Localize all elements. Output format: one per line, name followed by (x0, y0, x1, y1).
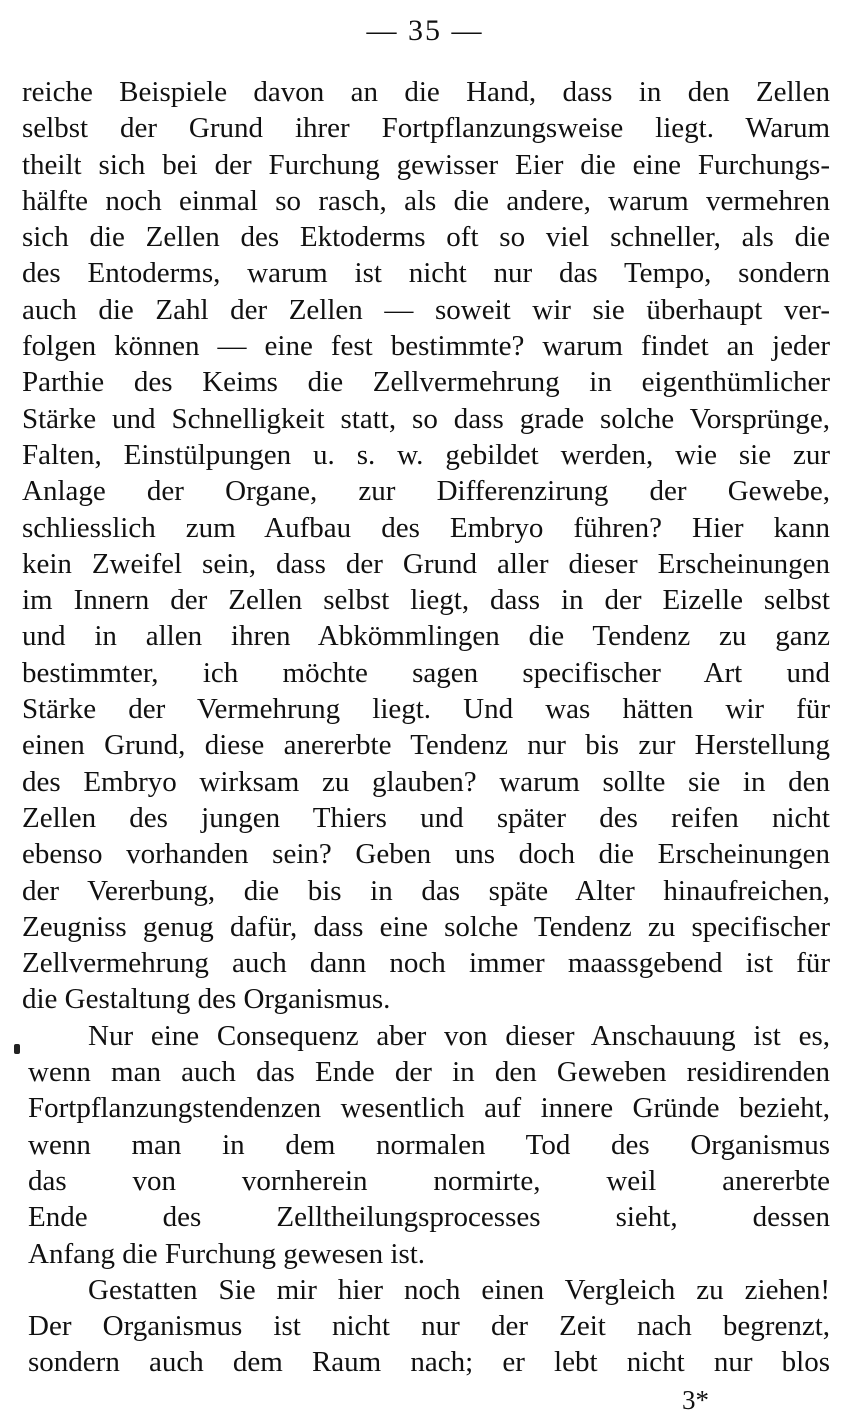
text-line: einen Grund, diese anererbte Tendenz nur bis zur Herstellung (22, 729, 830, 762)
text-line: Falten, Einstülpungen u. s. w. gebildet werden, wie sie zur (22, 438, 830, 471)
text-line: wenn man auch das Ende der in den Geweben residirenden (28, 1056, 830, 1089)
text-line: Anfang die Furchung gewesen ist. (28, 1237, 426, 1270)
text-line: und in allen ihren Abkömmlingen die Tendenz zu ganz (22, 620, 830, 653)
text-line: Gestatten Sie mir hier noch einen Vergleich zu ziehen! (88, 1273, 830, 1306)
text-line: die Gestaltung des Organismus. (22, 983, 391, 1016)
text-line: Zellen des jungen Thiers und später des reifen nicht (22, 801, 830, 834)
text-line: im Innern der Zellen selbst liegt, dass in der Eizelle selbst (22, 584, 830, 617)
body-text (22, 74, 830, 1381)
text-line: Zellvermehrung auch dann noch immer maassgebend ist für (22, 947, 830, 980)
text-line: hälfte noch einmal so rasch, als die andere, warum vermehren (22, 184, 830, 217)
text-line: Ende des Zelltheilungsprocesses sieht, dessen (28, 1201, 830, 1234)
text-line: der Vererbung, die bis in das späte Alter hinaufreichen, (22, 874, 830, 907)
text-line: Stärke der Vermehrung liegt. Und was hätten wir für (22, 693, 830, 726)
text-line: des Entoderms, warum ist nicht nur das Tempo, sondern (22, 257, 830, 290)
text-line: des Embryo wirksam zu glauben? warum sollte sie in den (22, 765, 830, 798)
text-line: Der Organismus ist nicht nur der Zeit nach begrenzt, (28, 1310, 830, 1343)
text-line: Zeugniss genug dafür, dass eine solche Tendenz zu specifischer (22, 910, 830, 943)
signature-mark: 3* (682, 1385, 709, 1415)
text-line: Parthie des Keims die Zellvermehrung in eigenthümlicher (22, 366, 830, 399)
margin-mark (14, 1044, 20, 1054)
text-line: theilt sich bei der Furchung gewisser Eier die eine Furchungs- (22, 148, 830, 181)
text-line: wenn man in dem normalen Tod des Organismus (28, 1128, 830, 1161)
text-line: folgen können — eine fest bestimmte? warum findet an jeder (22, 330, 830, 363)
text-line: sondern auch dem Raum nach; er lebt nicht nur blos (28, 1346, 830, 1379)
page-number: — 35 — (366, 14, 484, 47)
text-line: Stärke und Schnelligkeit statt, so dass grade solche Vorsprünge, (22, 402, 830, 435)
text-line: Anlage der Organe, zur Differenzirung der Gewebe, (22, 475, 830, 508)
text-line: das von vornherein normirte, weil anererbte (28, 1164, 830, 1197)
text-line: auch die Zahl der Zellen — soweit wir sie überhaupt ver- (22, 293, 830, 326)
text-line: kein Zweifel sein, dass der Grund aller dieser Erscheinungen (22, 547, 830, 580)
text-line: bestimmter, ich möchte sagen specifischer Art und (22, 656, 830, 689)
text-line: reiche Beispiele davon an die Hand, dass in den Zellen (22, 76, 830, 108)
text-line: Fortpflanzungstendenzen wesentlich auf innere Gründe bezieht, (28, 1092, 830, 1125)
text-line: sich die Zellen des Ektoderms oft so viel schneller, als die (22, 221, 830, 254)
text-line: Nur eine Consequenz aber von dieser Anschauung ist es, (88, 1019, 830, 1052)
text-line: schliesslich zum Aufbau des Embryo führen? Hier kann (22, 511, 830, 544)
text-line: selbst der Grund ihrer Fortpflanzungsweise liegt. Warum (22, 112, 830, 145)
text-line: ebenso vorhanden sein? Geben uns doch die Erscheinungen (22, 838, 830, 871)
